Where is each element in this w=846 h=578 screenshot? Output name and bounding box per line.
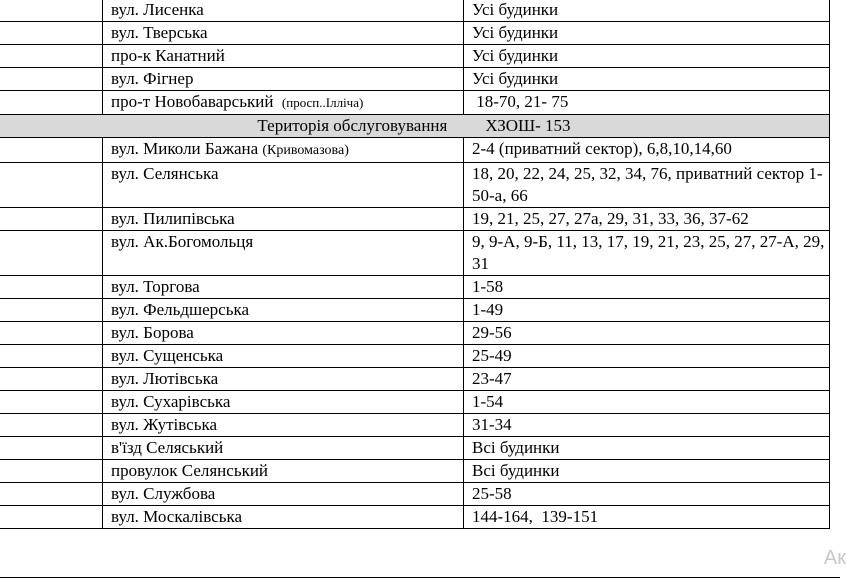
- street-cell: вул. Борова: [103, 322, 464, 345]
- index-cell: [0, 437, 103, 460]
- houses-cell: 1-54: [464, 391, 830, 414]
- street-cell: вул. Лисенка: [103, 0, 464, 22]
- index-cell: [0, 208, 103, 231]
- index-cell: [0, 163, 103, 208]
- section-header-row: [0, 115, 830, 138]
- index-cell: [0, 138, 103, 163]
- street-cell: вул. Сухарівська: [103, 391, 464, 414]
- table-row: [0, 345, 830, 368]
- street-cell: вул. Жутівська: [103, 414, 464, 437]
- table-row: [0, 138, 830, 163]
- table-row: [0, 45, 830, 68]
- houses-cell: Всі будинки: [464, 460, 830, 483]
- section-school: ХЗОШ- 153: [485, 116, 571, 135]
- table-row: [0, 460, 830, 483]
- section-title: Територія обслуговування: [257, 116, 448, 135]
- street-cell: вул. Фельдшерська: [103, 299, 464, 322]
- index-cell: [0, 414, 103, 437]
- houses-cell: 9, 9-А, 9-Б, 11, 13, 17, 19, 21, 23, 25, 27, 27-А, 29, 31: [464, 231, 830, 276]
- street-cell: [103, 138, 464, 163]
- index-cell: [0, 45, 103, 68]
- houses-cell: Всі будинки: [464, 437, 830, 460]
- index-cell: [0, 91, 103, 115]
- table-row: [0, 163, 830, 208]
- street-note: (Кривомазова): [262, 143, 349, 158]
- table-row: [0, 391, 830, 414]
- street-cell: [103, 91, 464, 115]
- street-name: вул. Миколи Бажана: [111, 139, 259, 158]
- index-cell: [0, 231, 103, 276]
- houses-cell: Усі будинки: [464, 68, 830, 91]
- index-cell: [0, 391, 103, 414]
- houses-cell: 18, 20, 22, 24, 25, 32, 34, 76, приватний сектор 1-50-а, 66: [464, 163, 830, 208]
- index-cell: [0, 299, 103, 322]
- section-header: [0, 115, 830, 138]
- table-row: [0, 483, 830, 506]
- houses-cell: 2-4 (приватний сектор), 6,8,10,14,60: [464, 138, 830, 163]
- street-cell: вул. Лютівська: [103, 368, 464, 391]
- street-cell: вул. Ак.Богомольця: [103, 231, 464, 276]
- index-cell: [0, 68, 103, 91]
- street-cell: вул. Службова: [103, 483, 464, 506]
- houses-value: 18-70, 21- 75: [472, 92, 569, 111]
- table-row: [0, 368, 830, 391]
- index-cell: [0, 368, 103, 391]
- street-cell: вул. Москалівська: [103, 506, 464, 529]
- watermark-text: Ак: [823, 547, 846, 569]
- houses-cell: 25-58: [464, 483, 830, 506]
- table-row: [0, 506, 830, 529]
- houses-cell: [464, 91, 830, 115]
- table-row: [0, 0, 830, 22]
- street-cell: вул. Пилипівська: [103, 208, 464, 231]
- houses-cell: Усі будинки: [464, 0, 830, 22]
- houses-cell: 31-34: [464, 414, 830, 437]
- street-cell: вул. Селянська: [103, 163, 464, 208]
- index-cell: [0, 345, 103, 368]
- table-row: [0, 68, 830, 91]
- index-cell: [0, 0, 103, 22]
- houses-cell: Усі будинки: [464, 45, 830, 68]
- table-row: [0, 299, 830, 322]
- street-note: (просп..Ілліча): [281, 95, 364, 110]
- houses-cell: 19, 21, 25, 27, 27а, 29, 31, 33, 36, 37-62: [464, 208, 830, 231]
- index-cell: [0, 506, 103, 529]
- table-row: [0, 91, 830, 115]
- houses-cell: 23-47: [464, 368, 830, 391]
- table-row: [0, 276, 830, 299]
- table-row: [0, 414, 830, 437]
- index-cell: [0, 276, 103, 299]
- table-row: [0, 231, 830, 276]
- street-cell: вул. Фігнер: [103, 68, 464, 91]
- table-row: [0, 322, 830, 345]
- houses-cell: 144-164, 139-151: [464, 506, 830, 529]
- houses-cell: 29-56: [464, 322, 830, 345]
- index-cell: [0, 483, 103, 506]
- index-cell: [0, 460, 103, 483]
- table-row: [0, 22, 830, 45]
- table-row: [0, 437, 830, 460]
- houses-cell: 1-49: [464, 299, 830, 322]
- street-cell: провулок Селянський: [103, 460, 464, 483]
- street-cell: вул. Сущенська: [103, 345, 464, 368]
- index-cell: [0, 322, 103, 345]
- houses-cell: 25-49: [464, 345, 830, 368]
- street-cell: про-к Канатний: [103, 45, 464, 68]
- street-cell: в'їзд Селяський: [103, 437, 464, 460]
- street-cell: вул. Торгова: [103, 276, 464, 299]
- table-row: [0, 208, 830, 231]
- street-cell: вул. Тверська: [103, 22, 464, 45]
- index-cell: [0, 22, 103, 45]
- houses-cell: 1-58: [464, 276, 830, 299]
- street-name: про-т Новобаварський: [111, 92, 274, 111]
- houses-cell: Усі будинки: [464, 22, 830, 45]
